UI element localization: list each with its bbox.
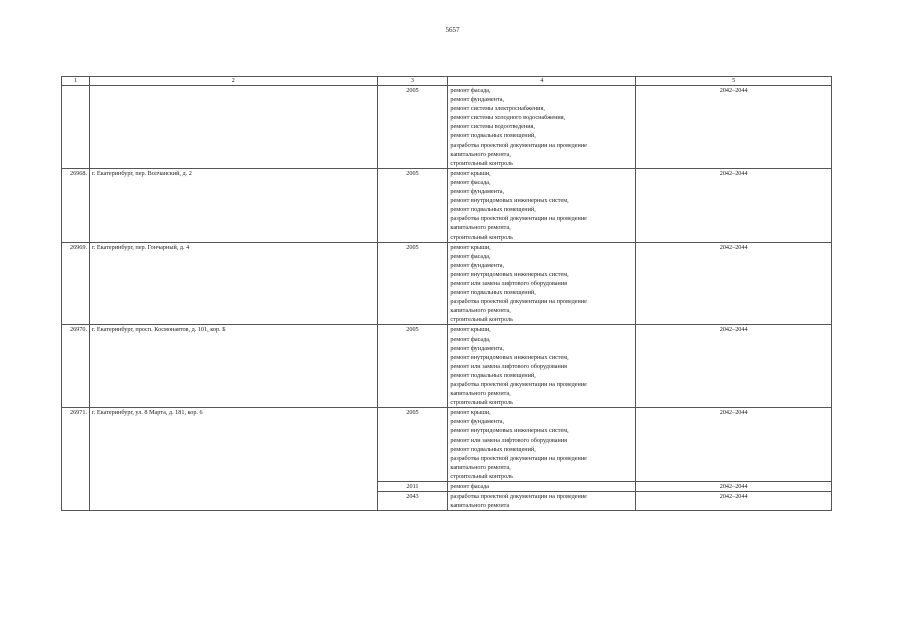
work-item: ремонт крыши,	[450, 409, 491, 417]
capital-repair-table	[61, 76, 832, 511]
work-item: капитального ремонта,	[450, 463, 511, 471]
row-number: 26971.	[62, 408, 90, 511]
work-item: разработка проектной документации на проведение	[450, 141, 587, 149]
work-item: ремонт фундамента,	[450, 188, 505, 196]
work-item: ремонт или замена лифтового оборудования	[450, 362, 568, 370]
work-item: разработка проектной документации на проведение	[450, 215, 587, 223]
work-item: строительный контроль	[450, 233, 514, 241]
works-cell	[448, 168, 636, 242]
row-number: 26970.	[62, 325, 90, 408]
row-year: 2011	[377, 482, 448, 492]
works-cell	[448, 325, 636, 408]
work-item: ремонт подвальных помещений,	[450, 445, 536, 453]
work-item: разработка проектной документации на проведение	[450, 454, 587, 462]
work-item: ремонт системы электроснабжения,	[450, 105, 545, 113]
row-period: 2042–2044	[636, 242, 832, 325]
work-item: ремонт крыши,	[450, 326, 491, 334]
work-item: ремонт внутридомовых инженерных систем,	[450, 353, 569, 361]
work-item: ремонт фундамента,	[450, 96, 505, 104]
row-year: 2005	[377, 168, 448, 242]
work-item: капитального ремонта,	[450, 390, 511, 398]
work-item: ремонт подвальных помещений,	[450, 132, 536, 140]
work-item: ремонт подвальных помещений,	[450, 371, 536, 379]
table-row	[62, 168, 832, 242]
row-period: 2042–2044	[636, 482, 832, 492]
column-header: 5	[636, 77, 832, 86]
table-body	[62, 77, 832, 511]
work-item: разработка проектной документации на проведение	[450, 381, 587, 388]
table-header-row	[62, 77, 832, 86]
row-address: г. Екатеринбург, ул. 8 Марта, д. 181, кор. 6	[89, 408, 377, 511]
work-item: ремонт фасада,	[450, 335, 491, 343]
row-number: 26968.	[62, 168, 90, 242]
work-item: ремонт или замена лифтового оборудования	[450, 436, 568, 444]
row-year: 2005	[377, 86, 448, 169]
table-row	[62, 86, 832, 169]
table-row	[62, 242, 832, 325]
row-address: г. Екатеринбург, просп. Космонавтов, д. 101, кор. Б	[89, 325, 377, 408]
work-item: ремонт внутридомовых инженерных систем,	[450, 427, 569, 435]
row-address: г. Екатеринбург, пер. Гончарный, д. 4	[89, 242, 377, 325]
works-cell	[448, 242, 636, 325]
column-header: 4	[448, 77, 636, 86]
work-item: строительный контроль	[450, 472, 514, 480]
row-period: 2042–2044	[636, 408, 832, 482]
work-item: ремонт системы холодного водоснабжения,	[450, 114, 566, 122]
work-item: капитального ремонта,	[450, 150, 511, 158]
row-period: 2042–2044	[636, 168, 832, 242]
row-period: 2042–2044	[636, 86, 832, 169]
column-header: 2	[89, 77, 377, 86]
column-header: 1	[62, 77, 90, 86]
table-row	[62, 325, 832, 408]
works-cell	[448, 492, 636, 511]
row-year: 2005	[377, 242, 448, 325]
column-header: 3	[377, 77, 448, 86]
row-year: 2043	[377, 492, 448, 511]
work-item: ремонт или замена лифтового оборудования	[450, 279, 568, 287]
work-item: ремонт крыши,	[450, 243, 491, 251]
work-item: ремонт системы водоотведения,	[450, 123, 535, 131]
works-cell	[448, 86, 636, 169]
row-address	[89, 86, 377, 169]
work-item: ремонт внутридомовых инженерных систем,	[450, 197, 569, 205]
work-item: ремонт подвальных помещений,	[450, 289, 536, 297]
work-item: ремонт фасада,	[450, 252, 491, 260]
works-cell	[448, 408, 636, 482]
row-period: 2042–2044	[636, 492, 832, 511]
work-item: ремонт внутридомовых инженерных систем,	[450, 270, 569, 278]
work-item: ремонт фасада	[450, 483, 490, 491]
work-item: ремонт фундамента,	[450, 261, 505, 269]
table-row	[62, 408, 832, 482]
work-item: ремонт фундамента,	[450, 344, 505, 352]
row-address: г. Екатеринбург, пер. Волчанский, д. 2	[89, 168, 377, 242]
work-item: разработка проектной документации на проведение	[450, 493, 587, 501]
row-year: 2005	[377, 408, 448, 482]
work-item: ремонт фасада,	[450, 178, 491, 186]
work-item: ремонт фундамента,	[450, 418, 505, 426]
row-period: 2042–2044	[636, 325, 832, 408]
row-number: 26969.	[62, 242, 90, 325]
work-item: капитального ремонта,	[450, 307, 511, 315]
work-item: разработка проектной документации на проведение	[450, 298, 587, 306]
work-item: ремонт крыши,	[450, 169, 491, 177]
work-item: капитального ремонта,	[450, 224, 511, 232]
works-cell	[448, 482, 636, 492]
work-item: строительный контроль	[450, 399, 514, 407]
work-item: строительный контроль	[450, 159, 514, 167]
work-item: капитального ремонта	[450, 502, 510, 510]
page-number: 5657	[445, 26, 460, 34]
row-year: 2005	[377, 325, 448, 408]
row-number	[62, 86, 90, 169]
work-item: ремонт фасада,	[450, 87, 491, 94]
work-item: ремонт подвальных помещений,	[450, 206, 536, 214]
work-item: строительный контроль	[450, 316, 514, 324]
